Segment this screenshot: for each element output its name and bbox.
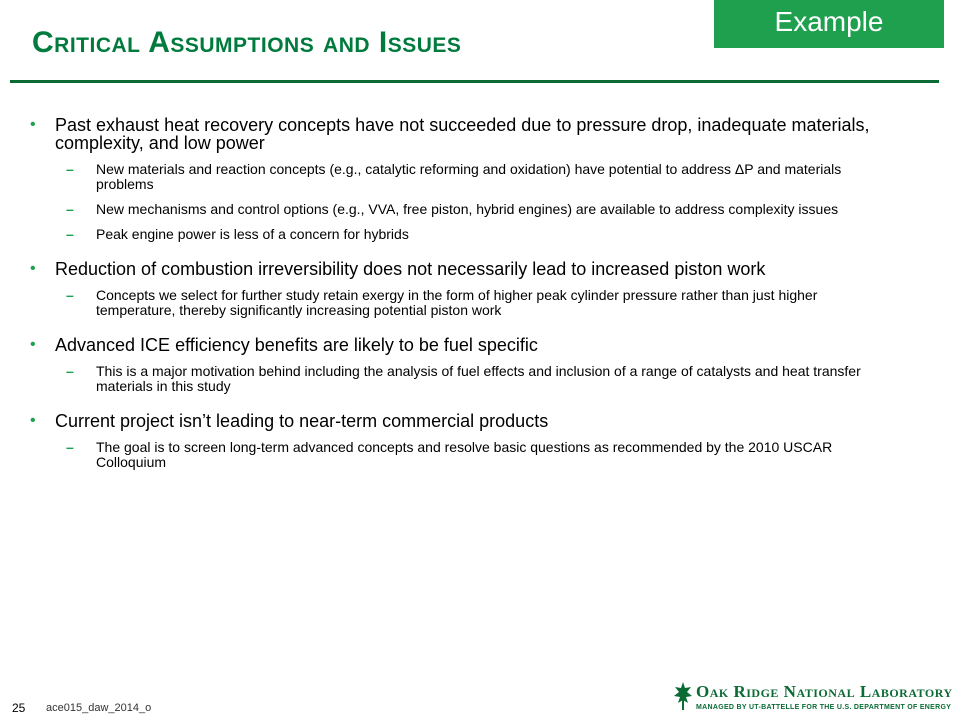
bullet-group xyxy=(28,412,898,470)
bullet-text: Advanced ICE efficiency benefits are likely to be fuel specific xyxy=(55,335,538,355)
bullet-dot-icon: • xyxy=(30,116,36,133)
dash-icon: – xyxy=(66,439,74,455)
bullet-group xyxy=(28,260,898,318)
sub-bullet-text: The goal is to screen long-term advanced concepts and resolve basic questions as recommended by the 2010 USCAR Colloquium xyxy=(96,439,833,470)
bullet-text: Current project isn’t leading to near-term commercial products xyxy=(55,411,549,431)
logo-name: Oak Ridge National Laboratory xyxy=(696,682,953,701)
bullet-item xyxy=(28,260,898,278)
sub-bullet-text: New mechanisms and control options (e.g., VVA, free piston, hybrid engines) are available to address complexity issues xyxy=(96,201,839,217)
title-divider xyxy=(10,80,939,83)
footer-code: ace015_daw_2014_o xyxy=(46,702,152,714)
bullet-item xyxy=(28,336,898,354)
sub-bullet-item xyxy=(28,202,886,217)
bullet-item xyxy=(28,412,898,430)
dash-icon: – xyxy=(66,201,74,217)
dash-icon: – xyxy=(66,161,74,177)
logo-tagline: MANAGED BY UT-BATTELLE FOR THE U.S. DEPARTMENT OF ENERGY xyxy=(696,704,952,711)
sub-bullet-text: Peak engine power is less of a concern for hybrids xyxy=(96,226,409,242)
bullet-group xyxy=(28,116,898,242)
example-badge: Example xyxy=(714,0,944,48)
bullet-dot-icon: • xyxy=(30,336,36,353)
dash-icon: – xyxy=(66,287,74,303)
bullet-list xyxy=(28,116,898,488)
bullet-group xyxy=(28,336,898,394)
sub-bullet-text: Concepts we select for further study retain exergy in the form of higher peak cylinder pressure rather than just higher temperature, thereby significantly increasing potential piston work xyxy=(96,287,818,318)
sub-bullet-item xyxy=(28,364,886,394)
sub-bullet-item xyxy=(28,440,886,470)
bullet-dot-icon: • xyxy=(30,412,36,429)
dash-icon: – xyxy=(66,363,74,379)
dash-icon: – xyxy=(66,226,74,242)
slide-title: Critical Assumptions and Issues xyxy=(32,26,462,59)
page-number: 25 xyxy=(12,701,26,715)
leaf-icon xyxy=(672,680,694,712)
sub-bullet-item xyxy=(28,227,886,242)
ornl-logo xyxy=(672,680,953,718)
bullet-text: Past exhaust heat recovery concepts have not succeeded due to pressure drop, inadequate materials, complexity, and low power xyxy=(55,115,870,153)
sub-bullet-text: This is a major motivation behind including the analysis of fuel effects and inclusion of a range of catalysts and heat transfer materials in this study xyxy=(96,363,861,394)
bullet-text: Reduction of combustion irreversibility does not necessarily lead to increased piston work xyxy=(55,259,766,279)
sub-bullet-item xyxy=(28,162,886,192)
sub-bullet-text: New materials and reaction concepts (e.g., catalytic reforming and oxidation) have potential to address ΔP and materials problems xyxy=(96,161,842,192)
bullet-item xyxy=(28,116,898,152)
sub-bullet-item xyxy=(28,288,886,318)
bullet-dot-icon: • xyxy=(30,260,36,277)
